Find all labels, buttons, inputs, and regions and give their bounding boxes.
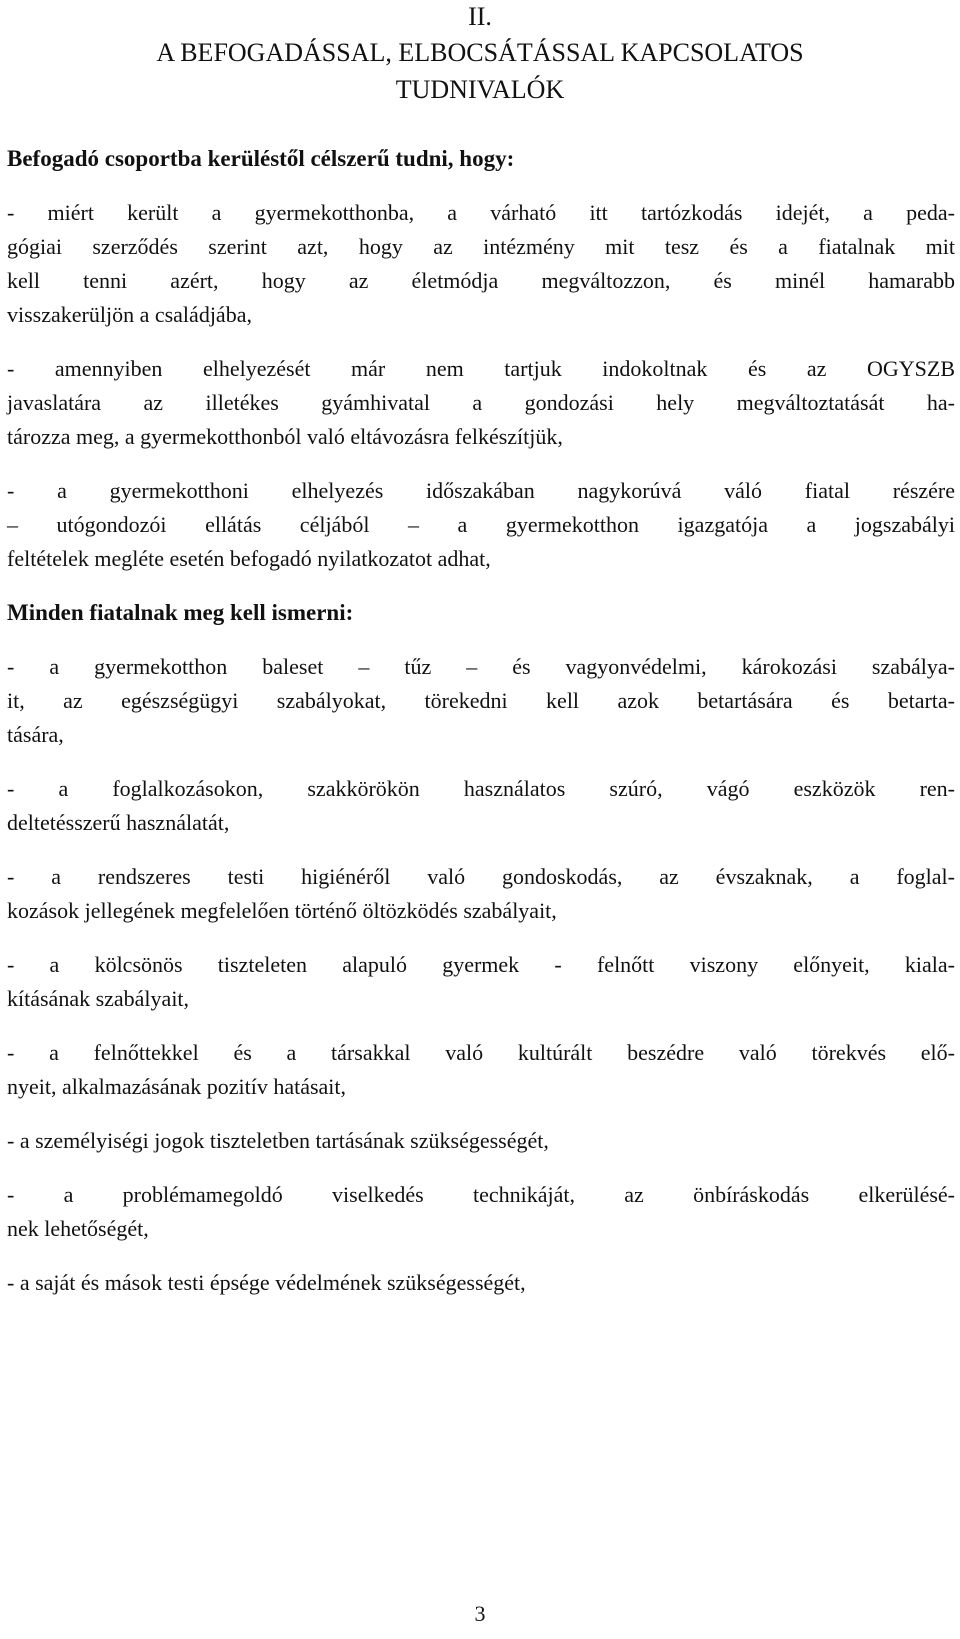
text-line: - a gyermekotthon baleset – tűz – és vagyonvédelmi, károkozási szabálya- <box>7 654 955 679</box>
list-item-paragraph <box>7 948 955 1016</box>
text-line: javaslatára az illetékes gyámhivatal a gondozási hely megváltoztatását ha- <box>7 390 955 415</box>
text-line: visszakerüljön a családjába, <box>7 302 252 327</box>
chapter-number: II. <box>468 2 492 31</box>
text-line: - a személyiségi jogok tiszteletben tartásának szükségességét, <box>7 1128 549 1153</box>
document-body <box>7 142 955 1320</box>
text-line: kításának szabályait, <box>7 986 190 1011</box>
list-item-paragraph <box>7 1124 955 1158</box>
text-line: - amennyiben elhelyezését már nem tartjuk indokoltnak és az OGYSZB <box>7 356 955 381</box>
list-item-paragraph <box>7 196 955 332</box>
text-line: tározza meg, a gyermekotthonból való eltávozásra felkészítjük, <box>7 424 563 449</box>
list-item-paragraph <box>7 650 955 752</box>
list-item-paragraph <box>7 352 955 454</box>
list-item-paragraph <box>7 1266 955 1300</box>
chapter-title-line: TUDNIVALÓK <box>395 75 565 104</box>
list-item-paragraph <box>7 1036 955 1104</box>
list-item-paragraph <box>7 860 955 928</box>
text-line: kozások jellegének megfelelően történő öltözködés szabályait, <box>7 898 557 923</box>
text-line: deltetésszerű használatát, <box>7 810 230 835</box>
text-line: - a foglalkozásokon, szakkörökön használatos szúró, vágó eszközök ren- <box>7 776 955 801</box>
chapter-title-line: A BEFOGADÁSSAL, ELBOCSÁTÁSSAL KAPCSOLATOS <box>156 38 804 67</box>
section-heading-admission: Befogadó csoportba kerüléstől célszerű tudni, hogy: <box>7 146 515 171</box>
text-line: gógiai szerződés szerint azt, hogy az intézmény mit tesz és a fiatalnak mit <box>7 234 955 259</box>
text-line: it, az egészségügyi szabályokat, törekedni kell azok betartására és betarta- <box>7 688 955 713</box>
page-number: 3 <box>474 1601 486 1626</box>
text-line: - a felnőttekkel és a társakkal való kultúrált beszédre való törekvés elő- <box>7 1040 955 1065</box>
section-heading-rules: Minden fiatalnak meg kell ismerni: <box>7 600 354 625</box>
text-line: nek lehetőségét, <box>7 1216 149 1241</box>
text-line: feltételek megléte esetén befogadó nyilatkozatot adhat, <box>7 546 491 571</box>
text-line: - a problémamegoldó viselkedés technikáját, az önbíráskodás elkerülésé- <box>7 1182 955 1207</box>
text-line: - a saját és mások testi épsége védelmének szükségességét, <box>7 1270 526 1295</box>
text-line: nyeit, alkalmazásának pozitív hatásait, <box>7 1074 347 1099</box>
text-line: – utógondozói ellátás céljából – a gyermekotthon igazgatója a jogszabályi <box>7 512 955 537</box>
text-line: - miért került a gyermekotthonba, a várható itt tartózkodás idejét, a peda- <box>7 200 955 225</box>
text-line: kell tenni azért, hogy az életmódja megváltozzon, és minél hamarabb <box>7 268 955 293</box>
list-item-paragraph <box>7 772 955 840</box>
list-item-paragraph <box>7 1178 955 1246</box>
chapter-title <box>0 34 960 108</box>
text-line: - a rendszeres testi higiénéről való gondoskodás, az évszaknak, a foglal- <box>7 864 955 889</box>
text-line: - a kölcsönös tiszteleten alapuló gyermek - felnőtt viszony előnyeit, kiala- <box>7 952 955 977</box>
text-line: tására, <box>7 722 64 747</box>
list-item-paragraph <box>7 474 955 576</box>
text-line: - a gyermekotthoni elhelyezés időszakában nagykorúvá váló fiatal részére <box>7 478 955 503</box>
